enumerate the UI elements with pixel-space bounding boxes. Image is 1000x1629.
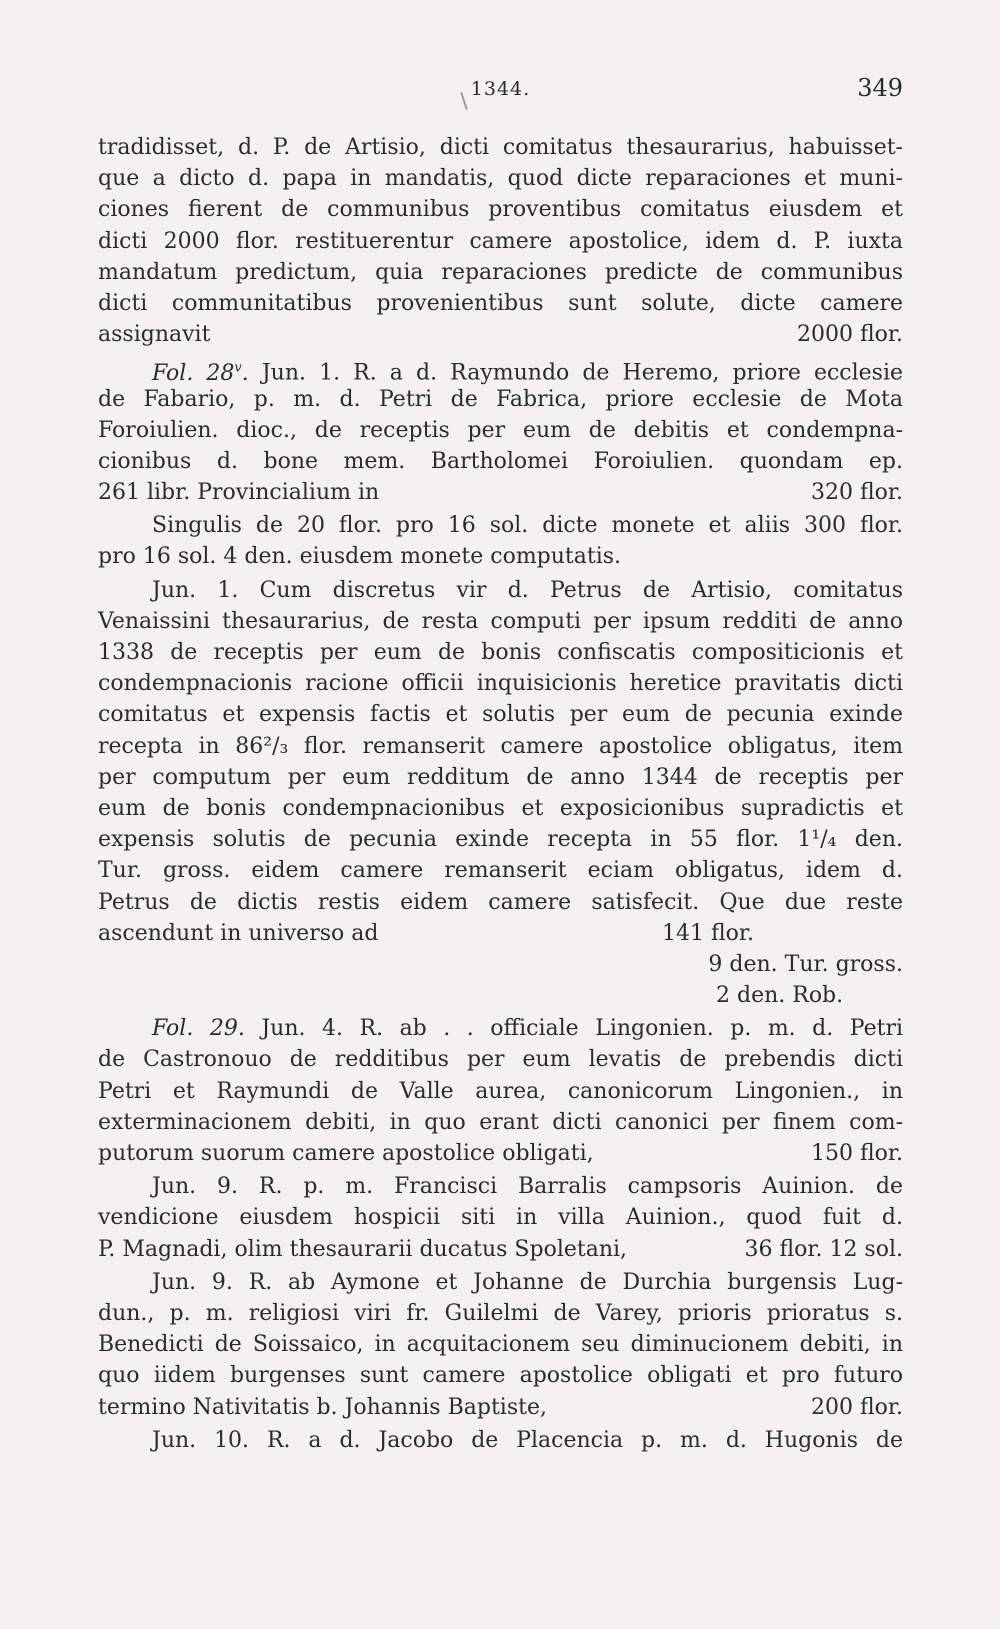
entry-amount: 200 flor. xyxy=(811,1394,903,1420)
paragraph xyxy=(98,1013,903,1169)
paragraph xyxy=(98,575,903,1012)
text-line: exterminacionem debiti, in quo erant dicti canonici per finem com- xyxy=(98,1109,903,1135)
summary-amount-rob: 2 den. Rob. xyxy=(716,983,844,1009)
text-line: que a dicto d. papa in mandatis, quod dicte reparaciones et muni- xyxy=(98,166,903,192)
text-line: Venaissini thesaurarius, de resta computi per ipsum redditi de anno xyxy=(98,608,903,634)
text-line: Petri et Raymundi de Valle aurea, canonicorum Lingonien., in xyxy=(98,1078,903,1104)
summary-text: ascendunt in universo ad xyxy=(98,920,379,946)
folio-reference: Fol. 28$^v$. xyxy=(152,360,249,386)
entry-text: putorum suorum camere apostolice obligati, xyxy=(98,1141,594,1166)
paragraph xyxy=(98,132,903,350)
entry-text: assignavit xyxy=(98,322,211,348)
text-line: de Fabario, p. m. d. Petri de Fabrica, priore ecclesie de Mota xyxy=(98,386,903,412)
text-line: tradidisset, d. P. de Artisio, dicti comitatus thesaurarius, habuisset- xyxy=(98,135,903,160)
entry-amount: 36 flor. 12 sol. xyxy=(744,1236,903,1262)
entry-amount: 150 flor. xyxy=(811,1141,903,1166)
text-line xyxy=(98,352,904,386)
amount-line xyxy=(98,319,903,350)
entry-start: Jun. 4. R. ab . . officiale Lingonien. p. m. d. Petri xyxy=(244,1016,903,1042)
summary-line xyxy=(98,918,903,949)
folio-reference: Fol. 29. xyxy=(152,1016,245,1042)
paragraph xyxy=(98,352,903,508)
text-line: Jun. 9. R. ab Aymone et Johanne de Durchia burgensis Lug- xyxy=(152,1269,903,1295)
text-line: Jun. 1. Cum discretus vir d. Petrus de Artisio, comitatus xyxy=(152,577,903,603)
amount-line xyxy=(98,1234,903,1265)
text-line: pro 16 sol. 4 den. eiusdem monete computatis. xyxy=(98,544,622,570)
text-line: per computum per eum redditum de anno 1344 de receptis per xyxy=(98,764,903,790)
text-line: Jun. 9. R. p. m. Francisci Barralis campsoris Auinion. de xyxy=(152,1174,903,1200)
document-body xyxy=(98,132,903,1458)
paragraph xyxy=(98,1267,903,1423)
text-line: cionibus d. bone mem. Bartholomei Foroiulien. quondam ep. xyxy=(98,448,903,474)
entry-amount: 320 flor. xyxy=(811,480,903,506)
paragraph xyxy=(98,1171,903,1265)
text-line: ciones fierent de communibus proventibus comitatus eiusdem et xyxy=(98,197,903,223)
page-number: 349 xyxy=(857,74,903,102)
text-line: condempnacionis racione officii inquisicionis heretice pravitatis dicti xyxy=(98,671,903,697)
summary-amount-tur: 9 den. Tur. gross. xyxy=(708,951,903,977)
text-line: Foroiulien. dioc., de receptis per eum de debitis et condempna- xyxy=(98,417,903,443)
text-line: de Castronouo de redditibus per eum levatis de prebendis dicti xyxy=(98,1047,903,1073)
entry-text: 261 libr. Provincialium in xyxy=(98,480,380,506)
folio-verso-mark: v xyxy=(234,360,242,376)
text-line: 1338 de receptis per eum de bonis confiscatis compositicionis et xyxy=(98,640,903,665)
text-line: comitatus et expensis factis et solutis per eum de pecunia exinde xyxy=(98,702,903,728)
text-line: dicti communitatibus provenientibus sunt solute, dicte camere xyxy=(98,290,903,316)
amount-line xyxy=(98,1138,903,1169)
entry-text: termino Nativitatis b. Johannis Baptiste, xyxy=(98,1394,547,1420)
paragraph xyxy=(98,1425,903,1456)
text-line: vendicione eiusdem hospicii siti in villa Auinion., quod fuit d. xyxy=(98,1205,903,1231)
text-line: Tur. gross. eidem camere remanserit eciam obligatus, idem d. xyxy=(98,858,903,884)
entry-amount: 2000 flor. xyxy=(797,322,903,348)
text-line: eum de bonis condempnacionibus et exposicionibus supradictis et xyxy=(98,795,903,821)
text-line: Jun. 10. R. a d. Jacobo de Placencia p. m. d. Hugonis de xyxy=(152,1427,903,1453)
summary-amount-florins: 141 flor. xyxy=(662,920,754,946)
text-line: recepta in 86²/₃ flor. remanserit camere apostolice obligatus, item xyxy=(98,733,903,759)
text-line: Petrus de dictis restis eidem camere satisfecit. Que due reste xyxy=(98,889,903,915)
paragraph xyxy=(98,510,903,572)
amount-line xyxy=(98,477,903,508)
running-head-year: 1344. xyxy=(470,78,531,100)
summary-line xyxy=(98,949,903,980)
text-line: quo iidem burgenses sunt camere apostolice obligati et pro futuro xyxy=(98,1363,903,1389)
text-line: mandatum predictum, quia reparaciones predicte de communibus xyxy=(98,259,903,285)
entry-text: P. Magnadi, olim thesaurarii ducatus Spoletani, xyxy=(98,1236,628,1262)
text-line: expensis solutis de pecunia exinde recepta in 55 flor. 1¹/₄ den. xyxy=(98,827,903,853)
summary-line xyxy=(98,980,903,1011)
page-header xyxy=(98,74,903,108)
text-line: Benedicti de Soissaico, in acquitacionem seu diminucionem debiti, in xyxy=(98,1332,903,1358)
text-line: dun., p. m. religiosi viri fr. Guilelmi de Varey, prioris prioratus s. xyxy=(98,1300,903,1326)
text-line: dicti 2000 flor. restituerentur camere apostolice, idem d. P. iuxta xyxy=(98,228,903,254)
entry-start: Jun. 1. R. a d. Raymundo de Heremo, priore ecclesie xyxy=(248,360,904,386)
text-line: Singulis de 20 flor. pro 16 sol. dicte monete et aliis 300 flor. xyxy=(152,513,903,539)
text-line xyxy=(98,1013,903,1044)
amount-line xyxy=(98,1392,903,1423)
